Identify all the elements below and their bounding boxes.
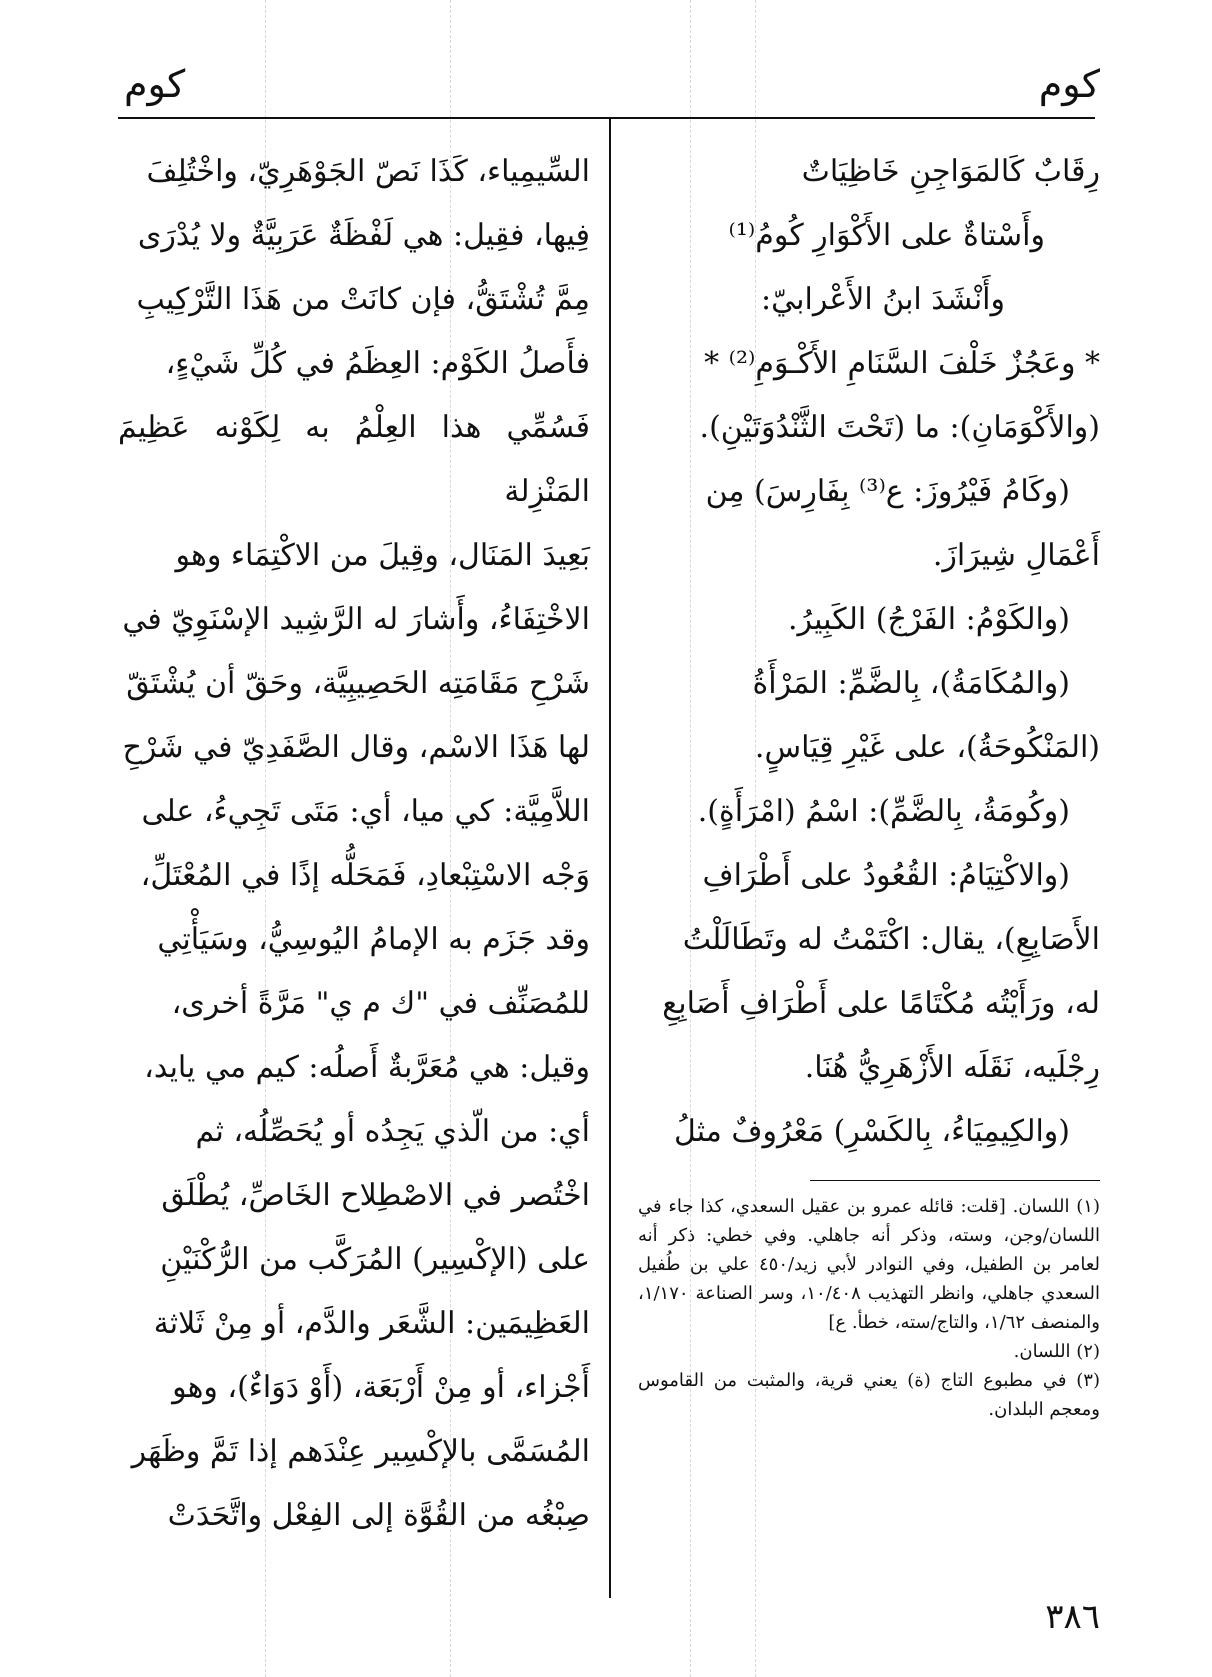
text-line: فأَصلُ الكَوْم: العِظَمُ في كُلِّ شَيْءٍ، xyxy=(165,346,590,381)
text-line: وقيل: هي مُعَرَّبةٌ أَصلُه: كيم مي يايد، xyxy=(144,1050,590,1085)
text-line: السِّيمِياء، كَذَا نَصّ الجَوْهَرِيّ، واخْتُلِفَ xyxy=(146,154,590,189)
footnote-rule xyxy=(810,1180,1100,1181)
text-line: صِبْغُه من القُوَّة إلى الفِعْل واتَّحَدَتْ xyxy=(167,1498,590,1533)
text-line: (وكَامُ فَيْرُوزَ: ع⁽³⁾ بِفَارِسَ) مِن xyxy=(705,474,1070,509)
text-line: على (الإكْسِير) المُرَكَّب من الرُّكْنَيْنِ xyxy=(160,1242,590,1277)
text-line: رِجْلَيه، نَقَلَه الأَزْهَرِيُّ هُنَا. xyxy=(804,1050,1100,1085)
text-line: العَظِيمَين: الشَّعَر والدَّم، أو مِنْ ثَلاثة xyxy=(153,1306,590,1341)
text-line: وَجْه الاسْتِبْعادِ، فَمَحَلُّه إذًا في المُعْتَلِّ، xyxy=(140,858,590,893)
text-line: الأَصَابِعِ)، يقال: اكْتَمْتُ له وتَطَالَلْتُ xyxy=(682,922,1100,957)
text-line: اخْتُصر في الاصْطِلاح الخَاصِّ، يُطْلَق xyxy=(161,1178,590,1213)
running-head-left: كوم xyxy=(124,62,186,106)
footnote-3: (٣) في مطبوع التاج (ة) يعني قرية، والمثبت من القاموس ومعجم البلدان. xyxy=(638,1370,1100,1420)
text-line: (والمُكَامَةُ)، بِالضَّمِّ: المَرْأَةُ xyxy=(752,666,1070,701)
text-line: * وعَجُزٌ خَلْفَ السَّنَامِ الأَكْـوَمِ⁽²⁾ * xyxy=(704,346,1100,381)
footnote-1: (١) اللسان. [قلت: قائله عمرو بن عقيل السعدي، كذا جاء في اللسان/وجن، وسته، وذكر أنه جاهلي. وفي خطي: ذكر أنه لعامر بن الطفيل، وفي النوادر لأبي زيد/٤٥٠ علي بن طُفيل السعدي جاهلي، وانظر التهذيب ١٠/٤٠٨، وسر الصناعة ١/١٧٠، والمنصف ١/٦٢، والتاج/سته، خطأ. ع] xyxy=(638,1196,1101,1333)
text-line: مِمَّ تُشْتَقُّ، فإن كانَتْ من هَذَا التَّرْكِيبِ xyxy=(136,282,590,317)
text-line: له، ورَأَيْتُه مُكْتَامًا على أَطْرَافِ أَصَابِعِ xyxy=(662,986,1100,1021)
text-line: (والكِيمِيَاءُ، بِالكَسْرِ) مَعْرُوفٌ مثلُ xyxy=(674,1114,1070,1149)
text-line: رِقَابٌ كَالمَوَاجِنِ خَاظِيَاتٌ xyxy=(801,154,1100,189)
column-divider xyxy=(609,118,611,1598)
text-line: فِيها، فقِيل: هي لَفْظَةٌ عَرَبِيَّةٌ ولا يُدْرَى xyxy=(137,218,590,253)
footnote-2: (٢) اللسان. xyxy=(1013,1341,1100,1362)
text-line: المُسَمَّى بالإكْسِير عِنْدَهم إذا تَمَّ وظَهَر xyxy=(131,1434,590,1469)
page-number: ٣٨٦ xyxy=(1045,1597,1100,1637)
text-line: (والكَوْمُ: الفَرْجُ) الكَبِيرُ. xyxy=(788,602,1070,637)
text-line: الاخْتِفَاءُ، وأَشارَ له الرَّشِيد الإسْنَوِيّ في xyxy=(122,602,590,637)
footnotes xyxy=(638,1192,1100,1424)
text-line: بَعِيدَ المَنَال، وقِيلَ من الاكْتِمَاء وهو xyxy=(175,538,590,573)
text-line: أَعْمَالِ شِيرَازَ. xyxy=(932,538,1100,573)
text-line: (والاكْتِيَامُ: القُعُودُ على أَطْرَافِ xyxy=(702,858,1070,893)
text-line: للمُصَنِّف في "ك م ي" مَرَّةً أخرى، xyxy=(171,986,590,1021)
text-line: لها هَذَا الاسْم، وقال الصَّفَدِيّ في شَرْحِ xyxy=(122,730,590,765)
text-line: فَسُمِّي هذا العِلْمُ به لِكَوْنه عَظِيمَ المَنْزِلة xyxy=(118,410,590,509)
text-line: وقد جَزَم به الإمامُ اليُوسِيُّ، وسَيَأْتِي xyxy=(157,922,590,957)
left-column xyxy=(118,140,590,1548)
text-line: أي: من الّذي يَجِدُه أو يُحَصِّلُه، ثم xyxy=(195,1114,590,1149)
running-head-right: كوم xyxy=(1038,62,1100,106)
text-line: اللاَّمِيَّة: كي ميا، أي: مَتَى تَجِيءُ، على xyxy=(141,794,590,829)
text-line: (المَنْكُوحَةُ)، على غَيْرِ قِيَاسٍ. xyxy=(754,730,1100,765)
right-column xyxy=(638,140,1100,1164)
text-line: (والأَكْوَمَانِ): ما (تَحْتَ الثَّنْدُوَتَيْنِ). xyxy=(699,410,1100,445)
text-line: (وكُومَةُ، بِالضَّمِّ): اسْمُ (امْرَأَةٍ). xyxy=(697,794,1070,829)
header-rule xyxy=(118,117,1095,119)
text-line: وأَسْتاةٌ على الأَكْوَارِ كُومُ⁽¹⁾ xyxy=(728,218,1045,253)
text-line: وأَنْشَدَ ابنُ الأَعْرابيّ: xyxy=(761,282,1005,317)
text-line: شَرْحِ مَقَامَتِه الحَصِيبِيَّة، وحَقّ أن يُشْتَقّ xyxy=(126,666,590,701)
text-line: أَجْزاء، أو مِنْ أَرْبَعَة، (أَوْ دَوَاءٌ)، وهو xyxy=(172,1370,590,1405)
